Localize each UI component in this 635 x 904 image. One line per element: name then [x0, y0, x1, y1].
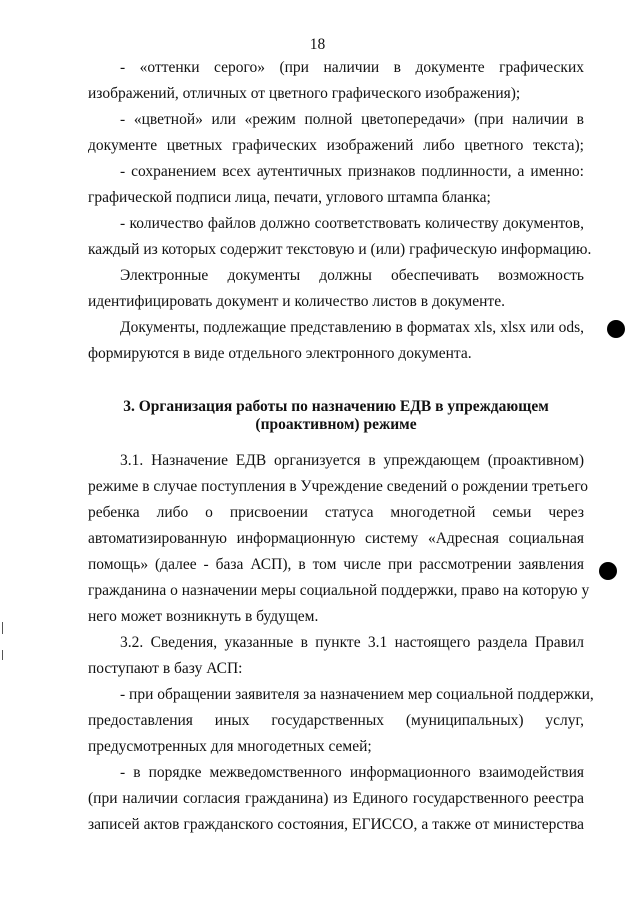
text-line: - сохранением всех аутентичных признаков подлинности, а именно:: [120, 163, 584, 180]
text-line: него может возникнуть в будущем.: [88, 608, 319, 625]
punch-hole: [607, 320, 625, 338]
text-line: формируются в виде отдельного электронного документа.: [88, 345, 472, 362]
text-line: помощь» (далее - база АСП), в том числе при рассмотрении заявления: [88, 556, 584, 573]
text-line: записей актов гражданского состояния, ЕГИССО, а также от министерства: [88, 816, 584, 833]
text-line: гражданина о назначении меры социальной поддержки, право на которую у: [88, 582, 590, 599]
text-line: 3.1. Назначение ЕДВ организуется в упреждающем (проактивном): [120, 452, 584, 469]
text-line: автоматизированную информационную систему «Адресная социальная: [88, 530, 584, 547]
text-line: ребенка либо о присвоении статуса многодетной семьи через: [88, 504, 584, 521]
text-line: (при наличии согласия гражданина) из Единого государственного реестра: [88, 790, 584, 807]
scan-tick: [2, 622, 3, 634]
text-line: поступают в базу АСП:: [88, 660, 243, 677]
text-line: графической подписи лица, печати, углового штампа бланка;: [88, 189, 491, 206]
scan-tick: [2, 650, 3, 660]
text-line: - при обращении заявителя за назначением мер социальной поддержки,: [120, 686, 594, 703]
text-line: идентифицировать документ и количество листов в документе.: [88, 293, 505, 310]
text-line: каждый из которых содержит текстовую и (или) графическую информацию.: [88, 241, 592, 258]
text-line: 3.2. Сведения, указанные в пункте 3.1 настоящего раздела Правил: [120, 634, 584, 651]
text-line: изображений, отличных от цветного графического изображения);: [88, 85, 521, 102]
text-line: предусмотренных для многодетных семей;: [88, 738, 372, 755]
text-line: режиме в случае поступления в Учреждение сведений о рождении третьего: [88, 478, 589, 495]
section-heading-continued: (проактивном) режиме: [255, 416, 417, 433]
text-line: - количество файлов должно соответствовать количеству документов,: [120, 215, 584, 232]
page-number: 18: [309, 36, 326, 53]
text-line: документе цветных графических изображений либо цветного текста);: [88, 137, 584, 154]
text-line: предоставления иных государственных (муниципальных) услуг,: [88, 712, 584, 729]
text-line: - в порядке межведомственного информационного взаимодействия: [120, 764, 584, 781]
section-heading: 3. Организация работы по назначению ЕДВ в упреждающем: [123, 398, 549, 415]
text-line: Электронные документы должны обеспечивать возможность: [120, 267, 584, 284]
text-line: Документы, подлежащие представлению в форматах xls, xlsx или ods,: [120, 319, 584, 336]
punch-hole: [599, 562, 617, 580]
text-line: - «оттенки серого» (при наличии в документе графических: [120, 59, 584, 76]
text-line: - «цветной» или «режим полной цветопередачи» (при наличии в: [120, 111, 584, 128]
